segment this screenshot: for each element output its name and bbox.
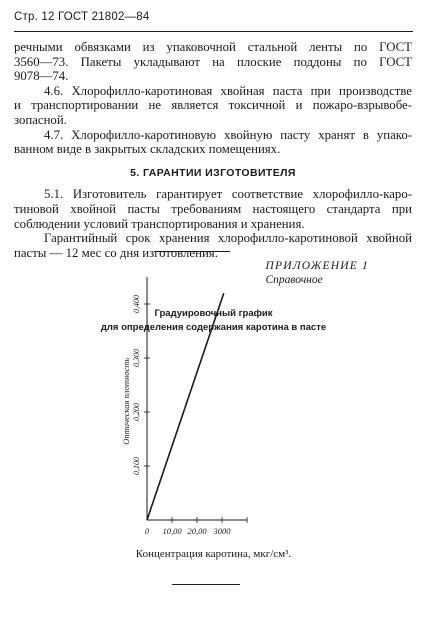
x-tick-label: 20,00: [187, 526, 207, 536]
p47-line-1: 4.7. Хлорофилло-каротиновую хвойную пасту хранят в упако-: [44, 127, 412, 142]
p46-line-1: 4.6. Хлорофилло-каротиновая хвойная паста при производстве: [44, 83, 412, 98]
p52-line-2: пасты — 12 мес со дня изготовления.: [14, 245, 218, 260]
section-5-title: 5. ГАРАНТИИ ИЗГОТОВИТЕЛЯ: [130, 166, 296, 179]
p52-line-1: Гарантийный срок хранения хлорофилло-каротиновой хвойной: [44, 231, 412, 246]
p46-line-2: и транспортировании не является токсичной и пожаро-взрывобе-: [14, 98, 412, 113]
appendix-label: ПРИЛОЖЕНИЕ 1: [265, 260, 369, 272]
p1-line-3: 9078—74.: [14, 69, 69, 84]
p47-line-2: ванном виде в закрытых складских помещениях.: [14, 142, 281, 157]
x-tick-label: 0: [144, 526, 150, 536]
x-tick-label: 10,00: [162, 526, 182, 536]
y-axis-label: Оптическая плотность: [121, 357, 131, 445]
section-end-rule: [154, 251, 230, 252]
document-body: [14, 40, 412, 260]
y-tick-label: 0,400: [132, 295, 141, 313]
header-rule: [14, 31, 413, 32]
appendix-note: Справочное: [265, 274, 323, 286]
appendix-block: [265, 259, 369, 287]
p1-line-2: 3560—73. Пакеты укладывают на плоские поддоны по ГОСТ: [14, 54, 412, 69]
p51-line-1: 5.1. Изготовитель гарантирует соответствие хлорофилло-каро-: [44, 187, 412, 202]
p51-line-3: соблюдении условий транспортирования и хранения.: [14, 216, 305, 231]
y-tick-label: 0,100: [132, 457, 141, 475]
page-header: Стр. 12 ГОСТ 21802—84: [14, 11, 150, 23]
chart-subtitle: для определения содержания каротина в пасте: [100, 322, 327, 333]
p46-line-3: зопасной.: [14, 112, 67, 127]
y-tick-label: 0,200: [132, 403, 141, 421]
page-end-rule: [172, 584, 240, 585]
p1-line-1: речными обвязками из упаковочной стальной ленты по ГОСТ: [14, 40, 412, 54]
p51-line-2: тиновой хвойной пасты требованиям настоящего стандарта при: [14, 201, 412, 216]
y-tick-label: 0,300: [132, 349, 141, 367]
chart-x-label: Концентрация каротина, мкг/см³.: [135, 548, 292, 560]
chart-title: Градуировочный график: [154, 308, 273, 319]
x-tick-label: 3000: [213, 526, 231, 536]
